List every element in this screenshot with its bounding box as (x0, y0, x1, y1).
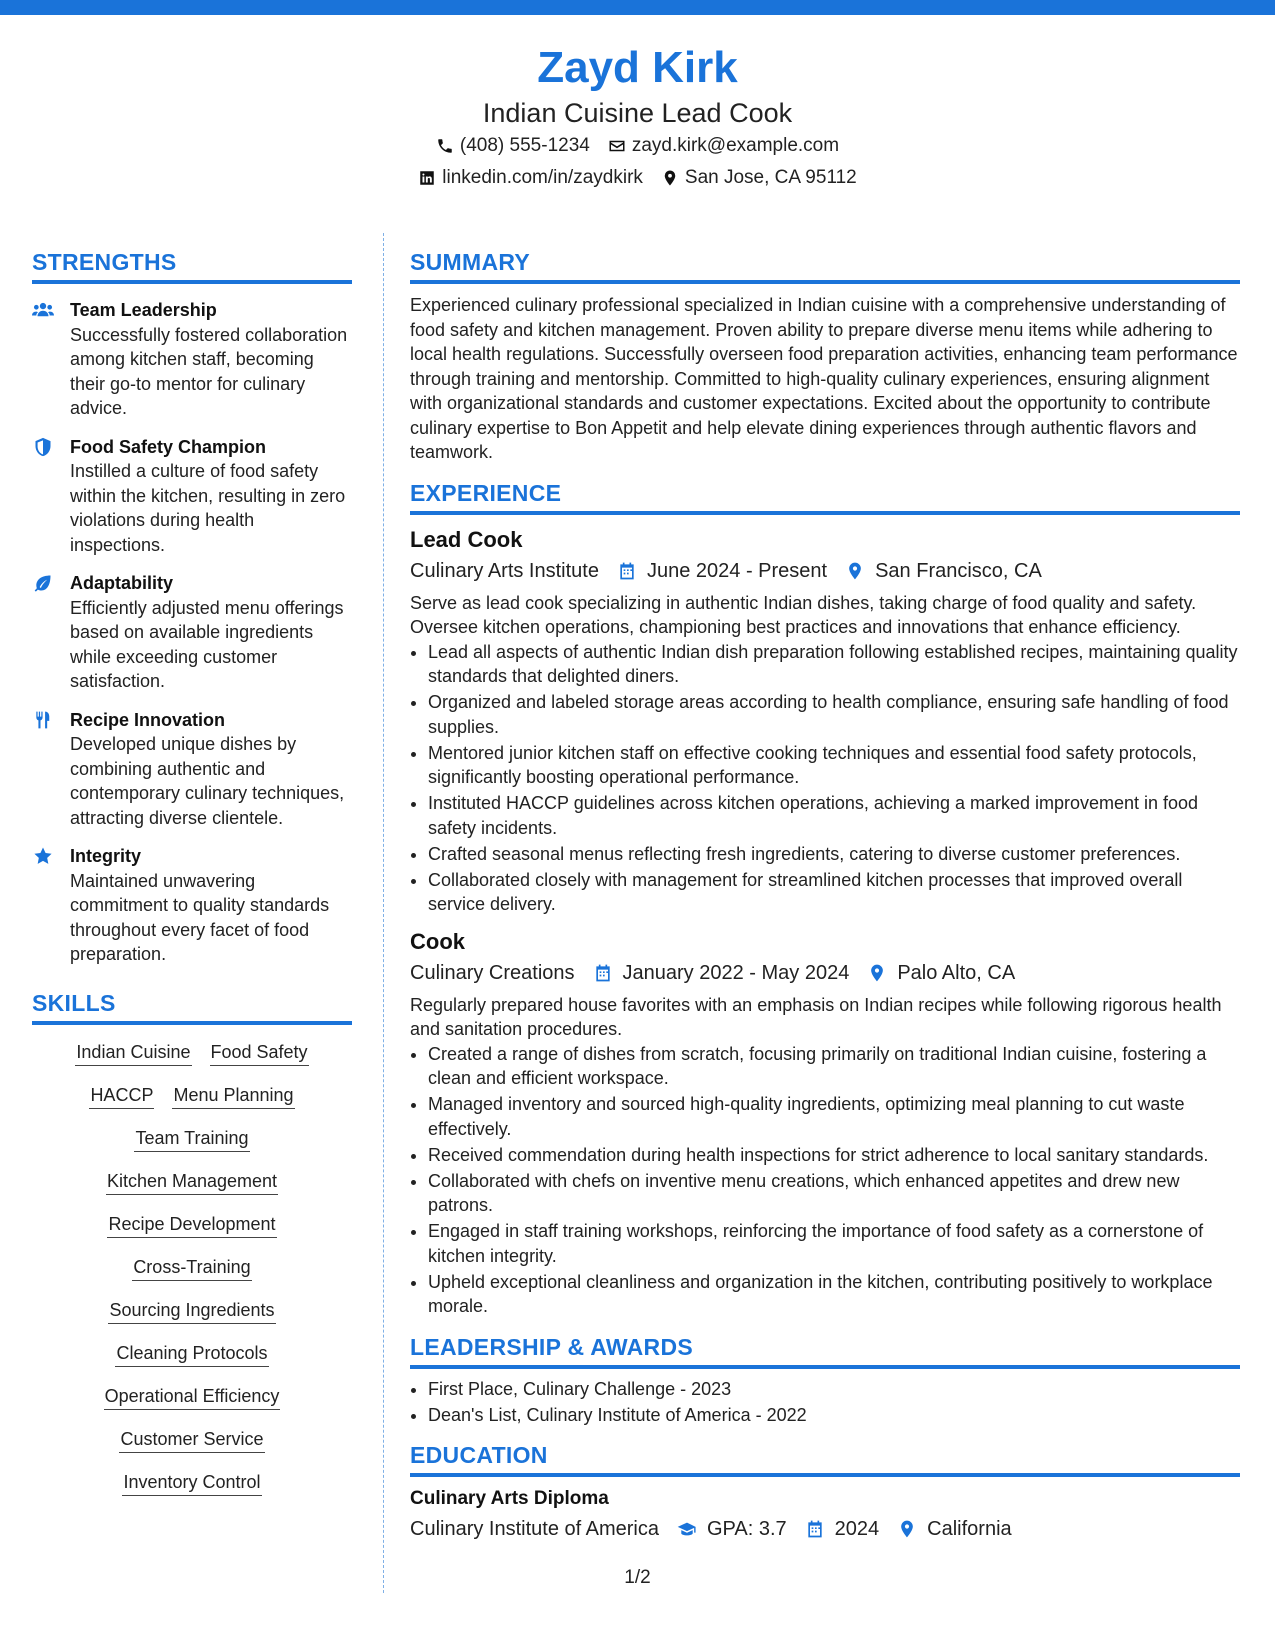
job-location: Palo Alto, CA (897, 961, 1016, 984)
job-title: Lead Cook (410, 526, 523, 552)
candidate-name: Zayd Kirk (537, 43, 738, 92)
education-school: Culinary Institute of America (410, 1518, 659, 1540)
skills-list (32, 1039, 352, 1496)
job-bullets (410, 640, 1240, 917)
education-gpa: GPA: 3.7 (707, 1518, 787, 1540)
phone-text: (408) 555-1234 (459, 135, 590, 156)
map-pin-icon (897, 1519, 917, 1539)
skill-tag: Recipe Development (107, 1211, 276, 1238)
linkedin-icon (418, 169, 436, 187)
education-degree: Culinary Arts Diploma (410, 1488, 609, 1509)
strength-title: Integrity (70, 846, 142, 866)
top-accent-bar (0, 0, 1275, 15)
map-pin-icon (661, 169, 679, 187)
candidate-title: Indian Cuisine Lead Cook (482, 98, 793, 128)
strength-item (32, 708, 352, 831)
map-pin-icon (845, 561, 865, 581)
education-heading: EDUCATION (410, 1441, 1240, 1477)
strengths-heading: STRENGTHS (32, 248, 352, 284)
job-company: Culinary Arts Institute (410, 559, 599, 582)
utensils-icon (32, 710, 54, 730)
shield-icon (32, 437, 54, 457)
users-icon (32, 300, 54, 320)
strength-title: Recipe Innovation (70, 709, 226, 730)
right-column (410, 248, 1240, 1545)
strength-text: Successfully fostered collaboration among kitchen staff, becoming their go-to mentor for culinary advice. (70, 324, 348, 418)
education-year: 2024 (834, 1518, 880, 1540)
calendar-icon (805, 1519, 825, 1539)
awards-list (410, 1377, 1240, 1428)
list-item: • Collaborated with chefs on inventive menu creations, which enhanced appetites and drew new patrons. (428, 1169, 1240, 1218)
email-text[interactable]: zayd.kirk@example.com (631, 135, 840, 156)
contact-location (661, 162, 857, 194)
strength-text: Efficiently adjusted menu offerings based on available ingredients while exceeding customer satisfaction. (70, 597, 344, 691)
awards-heading: LEADERSHIP & AWARDS (410, 1333, 1240, 1369)
strength-item (32, 298, 352, 421)
job-description: Serve as lead cook specializing in authentic Indian dishes, taking charge of food quality and safety. Oversee kitchen operations, championing best practices and innovations that enhance efficiency. (410, 592, 1197, 637)
skill-tag: Customer Service (119, 1426, 264, 1453)
job-entry (410, 525, 1240, 917)
job-company: Culinary Creations (410, 961, 575, 984)
skill-tag: Indian Cuisine (75, 1039, 191, 1066)
location-text: San Jose, CA 95112 (684, 167, 857, 188)
job-meta (410, 555, 1240, 587)
skill-tag: Kitchen Management (106, 1168, 278, 1195)
phone-icon (436, 137, 454, 155)
list-item: • Lead all aspects of authentic Indian dish preparation following established recipes, maintaining quality standards that delighted diners. (428, 640, 1240, 689)
skill-tag: Sourcing Ingredients (108, 1297, 275, 1324)
job-meta (410, 957, 1240, 989)
skills-heading: SKILLS (32, 989, 352, 1025)
summary-heading: SUMMARY (410, 248, 1240, 284)
job-title: Cook (410, 928, 465, 954)
resume-header (0, 40, 1275, 194)
list-item: • Instituted HACCP guidelines across kitchen operations, achieving a marked improvement in food safety incidents. (428, 791, 1240, 840)
skill-tag: Operational Efficiency (104, 1383, 281, 1410)
list-item: • First Place, Culinary Challenge - 2023 (428, 1377, 1240, 1402)
page-number: 1/2 (624, 1567, 651, 1588)
map-pin-icon (867, 963, 887, 983)
leaf-icon (32, 573, 54, 593)
contact-line-2 (0, 162, 1275, 194)
strength-text: Maintained unwavering commitment to quality standards throughout every facet of food preparation. (70, 870, 330, 964)
skill-tag: Cleaning Protocols (115, 1340, 268, 1367)
list-item: • Collaborated closely with management for streamlined kitchen processes that improved overall service delivery. (428, 868, 1240, 917)
summary-text: Experienced culinary professional specialized in Indian cuisine with a comprehensive understanding of food safety and kitchen management. Proven ability to prepare diverse menu items while adhering to local health regulations. Successfully overseen food preparation activities, enhancing team performance through training and mentorship. Committed to high-quality culinary experiences, ensuring alignment with organizational standards and customer expectations. Excited about the opportunity to contribute culinary expertise to Bon Appetit and help elevate dining experiences through authentic flavors and teamwork. (410, 295, 1238, 462)
strength-item (32, 435, 352, 558)
strength-title: Food Safety Champion (70, 436, 267, 457)
strength-item (32, 844, 352, 967)
list-item: • Crafted seasonal menus reflecting fresh ingredients, catering to diverse customer preferences. (428, 842, 1240, 867)
linkedin-text[interactable]: linkedin.com/in/zaydkirk (442, 167, 643, 188)
job-dates: January 2022 - May 2024 (622, 961, 850, 984)
strength-title: Team Leadership (70, 300, 217, 320)
list-item: • Dean's List, Culinary Institute of America - 2022 (428, 1403, 1240, 1428)
list-item: • Organized and labeled storage areas according to health compliance, ensuring safe handling of food supplies. (428, 690, 1240, 739)
graduation-cap-icon (677, 1519, 697, 1539)
strength-text: Developed unique dishes by combining authentic and contemporary culinary techniques, attracting diverse clientele. (70, 734, 345, 828)
strength-item (32, 571, 352, 694)
skill-tag: Inventory Control (122, 1469, 261, 1496)
star-icon (32, 846, 54, 866)
list-item: • Managed inventory and sourced high-quality ingredients, optimizing meal planning to cut waste effectively. (428, 1092, 1240, 1141)
skill-tag: Cross-Training (132, 1254, 251, 1281)
job-location: San Francisco, CA (875, 559, 1042, 582)
left-column (32, 248, 352, 1512)
envelope-icon (608, 137, 626, 155)
list-item: • Received commendation during health inspections for strict adherence to local sanitary standards. (428, 1143, 1240, 1168)
job-bullets (410, 1042, 1240, 1319)
experience-heading: EXPERIENCE (410, 479, 1240, 515)
job-entry (410, 927, 1240, 1319)
column-divider (383, 233, 384, 1593)
job-description: Regularly prepared house favorites with an emphasis on Indian recipes while following rigorous health and sanitation procedures. (410, 994, 1222, 1039)
contact-email[interactable] (608, 130, 839, 162)
calendar-icon (593, 963, 613, 983)
list-item: • Engaged in staff training workshops, reinforcing the importance of food safety as a cornerstone of kitchen integrity. (428, 1219, 1240, 1268)
skill-tag: Food Safety (210, 1039, 309, 1066)
skill-tag: Team Training (134, 1125, 249, 1152)
contact-line-1 (0, 130, 1275, 162)
contact-linkedin[interactable] (418, 162, 643, 194)
skill-tag: HACCP (89, 1082, 154, 1109)
contact-phone (436, 130, 590, 162)
list-item: • Upheld exceptional cleanliness and organization in the kitchen, contributing positively to workplace morale. (428, 1270, 1240, 1319)
calendar-icon (617, 561, 637, 581)
list-item: • Mentored junior kitchen staff on effective cooking techniques and essential food safety protocols, significantly boosting operational performance. (428, 741, 1240, 790)
skill-tag: Menu Planning (172, 1082, 294, 1109)
education-location: California (927, 1518, 1012, 1540)
job-dates: June 2024 - Present (646, 559, 828, 582)
strength-title: Adaptability (70, 573, 174, 593)
strength-text: Instilled a culture of food safety within the kitchen, resulting in zero violations during health inspections. (70, 461, 346, 555)
list-item: • Created a range of dishes from scratch, focusing primarily on traditional Indian cuisine, fostering a clean and efficient workspace. (428, 1042, 1240, 1091)
education-meta (410, 1513, 1240, 1545)
